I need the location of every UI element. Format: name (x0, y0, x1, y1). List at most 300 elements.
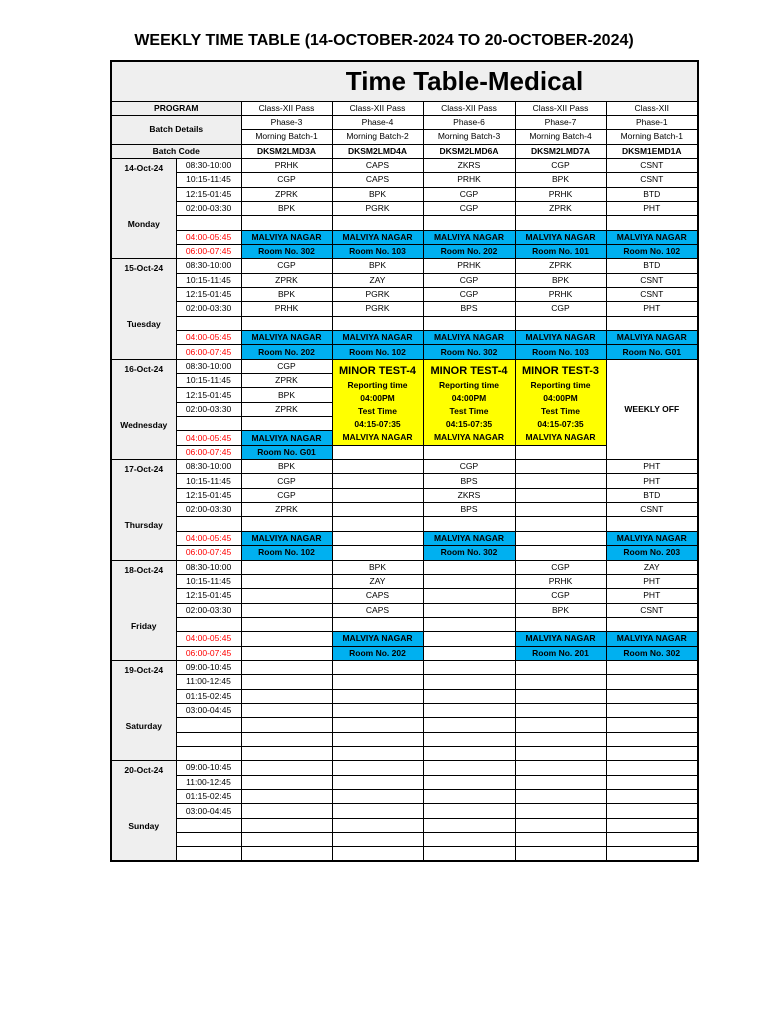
subject-cell: ZKRS (423, 158, 515, 172)
time-slot: 02:00-03:30 (176, 201, 241, 215)
subject-cell (423, 689, 515, 703)
subject-cell (241, 517, 332, 531)
test-reporting: 04:00PM (451, 392, 487, 403)
venue-place: MALVIYA NAGAR (332, 230, 423, 244)
subject-cell: CGP (241, 359, 332, 373)
day-cell (111, 660, 176, 760)
day-weekday: Sunday (128, 821, 160, 832)
subject-cell (423, 574, 515, 588)
time-slot (176, 517, 241, 531)
venue-room: Room No. 302 (606, 646, 698, 660)
venue-room: Room No. 102 (332, 345, 423, 359)
subject-cell (423, 632, 515, 646)
subject-cell (241, 675, 332, 689)
subject-cell (606, 847, 698, 861)
subject-cell (515, 775, 606, 789)
time-slot (176, 833, 241, 847)
test-test-label: Test Time (358, 405, 397, 416)
subject-cell: ZKRS (423, 488, 515, 502)
subject-cell (241, 718, 332, 732)
venue-room: Room No. 202 (241, 345, 332, 359)
venue-place: MALVIYA NAGAR (606, 331, 698, 345)
day-date: 14-Oct-24 (124, 162, 164, 173)
test-place: MALVIYA NAGAR (433, 431, 505, 442)
subject-cell (332, 689, 423, 703)
batch-phase: Phase-6 (423, 115, 515, 129)
batch-program: Class-XII Pass (332, 101, 423, 115)
time-slot: 08:30-10:00 (176, 460, 241, 474)
subject-cell: CAPS (332, 173, 423, 187)
subject-cell (332, 517, 423, 531)
subject-cell (606, 703, 698, 717)
subject-cell (423, 517, 515, 531)
subject-cell: CSNT (606, 503, 698, 517)
subject-cell (515, 316, 606, 330)
subject-cell (332, 503, 423, 517)
test-name: MINOR TEST-3 (521, 364, 599, 377)
subject-cell: PHT (606, 474, 698, 488)
subject-cell: PRHK (515, 287, 606, 301)
subject-cell (332, 718, 423, 732)
subject-cell: CAPS (332, 589, 423, 603)
subject-cell (423, 560, 515, 574)
subject-cell: PGRK (332, 201, 423, 215)
test-name: MINOR TEST-4 (430, 364, 508, 377)
venue-room: Room No. G01 (606, 345, 698, 359)
subject-cell (515, 488, 606, 502)
table-title: Time Table-Medical (111, 61, 698, 101)
subject-cell (515, 804, 606, 818)
subject-cell (241, 746, 332, 760)
venue-room: Room No. 203 (606, 546, 698, 560)
subject-cell: PHT (606, 589, 698, 603)
subject-cell: BPK (515, 173, 606, 187)
batch-name: Morning Batch-1 (241, 130, 332, 144)
time-slot: 01:15-02:45 (176, 689, 241, 703)
subject-cell (515, 660, 606, 674)
subject-cell: BPK (332, 560, 423, 574)
subject-cell: ZPRK (515, 201, 606, 215)
subject-cell (423, 761, 515, 775)
subject-cell (423, 746, 515, 760)
subject-cell: CSNT (606, 603, 698, 617)
subject-cell (515, 833, 606, 847)
subject-cell (515, 617, 606, 631)
subject-cell: PRHK (515, 187, 606, 201)
subject-cell (423, 646, 515, 660)
time-slot: 10:15-11:45 (176, 474, 241, 488)
time-slot: 06:00-07:45 (176, 244, 241, 258)
venue-room: Room No. 102 (606, 244, 698, 258)
subject-cell (332, 531, 423, 545)
weekly-off: WEEKLY OFF (606, 359, 698, 459)
subject-cell (332, 316, 423, 330)
subject-cell: ZPRK (241, 374, 332, 388)
subject-cell: ZAY (606, 560, 698, 574)
subject-cell (241, 703, 332, 717)
time-slot: 03:00-04:45 (176, 804, 241, 818)
time-slot: 08:30-10:00 (176, 158, 241, 172)
venue-room: Room No. G01 (241, 445, 332, 459)
subject-cell: CGP (515, 560, 606, 574)
subject-cell (606, 775, 698, 789)
subject-cell: CSNT (606, 158, 698, 172)
subject-cell (423, 603, 515, 617)
test-reporting-label: Reporting time (439, 379, 499, 390)
test-test: 04:15-07:35 (354, 418, 401, 429)
timetable (110, 60, 699, 862)
subject-cell: PHT (606, 302, 698, 316)
subject-cell (241, 732, 332, 746)
time-slot (176, 732, 241, 746)
subject-cell: PGRK (332, 302, 423, 316)
subject-cell: CGP (515, 302, 606, 316)
subject-cell (515, 445, 606, 459)
batch-name: Morning Batch-2 (332, 130, 423, 144)
venue-place: MALVIYA NAGAR (332, 632, 423, 646)
subject-cell (241, 818, 332, 832)
subject-cell (423, 775, 515, 789)
day-cell (111, 761, 176, 861)
time-slot: 12:15-01:45 (176, 187, 241, 201)
subject-cell: CGP (423, 287, 515, 301)
subject-cell (423, 675, 515, 689)
subject-cell (241, 775, 332, 789)
subject-cell (515, 761, 606, 775)
subject-cell: BPK (241, 388, 332, 402)
subject-cell: CAPS (332, 158, 423, 172)
subject-cell (423, 732, 515, 746)
subject-cell (423, 804, 515, 818)
time-slot (176, 847, 241, 861)
time-slot: 02:00-03:30 (176, 603, 241, 617)
time-slot: 04:00-05:45 (176, 431, 241, 445)
venue-room: Room No. 302 (423, 345, 515, 359)
subject-cell (515, 216, 606, 230)
time-slot: 11:00-12:45 (176, 775, 241, 789)
minor-test-cell (515, 359, 606, 445)
program-label: PROGRAM (111, 101, 241, 115)
day-date: 16-Oct-24 (124, 363, 164, 374)
venue-place: MALVIYA NAGAR (423, 331, 515, 345)
subject-cell: PRHK (423, 259, 515, 273)
subject-cell (332, 818, 423, 832)
subject-cell (241, 316, 332, 330)
document-heading: WEEKLY TIME TABLE (14-OCTOBER-2024 TO 20-OCTOBER-2024) (134, 32, 634, 49)
subject-cell (606, 790, 698, 804)
time-slot: 02:00-03:30 (176, 503, 241, 517)
venue-place: MALVIYA NAGAR (515, 331, 606, 345)
time-slot: 04:00-05:45 (176, 230, 241, 244)
test-place: MALVIYA NAGAR (342, 431, 413, 442)
batch-phase: Phase-4 (332, 115, 423, 129)
batch-code: DKSM2LMD4A (332, 144, 423, 158)
test-place: MALVIYA NAGAR (525, 431, 596, 442)
subject-cell (423, 589, 515, 603)
subject-cell: PRHK (241, 158, 332, 172)
batch-program: Class-XII Pass (515, 101, 606, 115)
time-slot: 10:15-11:45 (176, 273, 241, 287)
time-slot: 02:00-03:30 (176, 302, 241, 316)
subject-cell (606, 746, 698, 760)
subject-cell (606, 660, 698, 674)
subject-cell (241, 632, 332, 646)
subject-cell: ZPRK (241, 187, 332, 201)
test-reporting: 04:00PM (360, 392, 395, 403)
subject-cell: BPS (423, 503, 515, 517)
batch-name: Morning Batch-3 (423, 130, 515, 144)
time-slot: 06:00-07:45 (176, 546, 241, 560)
time-slot: 06:00-07:45 (176, 345, 241, 359)
day-weekday: Thursday (124, 520, 163, 531)
venue-place: MALVIYA NAGAR (606, 632, 698, 646)
subject-cell (423, 216, 515, 230)
batch-program: Class-XII Pass (423, 101, 515, 115)
subject-cell (241, 790, 332, 804)
subject-cell (515, 732, 606, 746)
time-slot: 10:15-11:45 (176, 173, 241, 187)
subject-cell (332, 675, 423, 689)
subject-cell (423, 790, 515, 804)
time-slot: 10:15-11:45 (176, 374, 241, 388)
day-date: 20-Oct-24 (124, 765, 164, 776)
subject-cell (423, 818, 515, 832)
time-slot: 12:15-01:45 (176, 589, 241, 603)
subject-cell: PRHK (423, 173, 515, 187)
subject-cell: CAPS (332, 603, 423, 617)
batch-code: DKSM2LMD3A (241, 144, 332, 158)
subject-cell (241, 804, 332, 818)
time-slot (176, 718, 241, 732)
time-slot: 12:15-01:45 (176, 488, 241, 502)
batch-program: Class-XII (606, 101, 698, 115)
subject-cell (606, 675, 698, 689)
day-weekday: Monday (127, 218, 160, 229)
subject-cell (515, 503, 606, 517)
time-slot: 04:00-05:45 (176, 632, 241, 646)
venue-room: Room No. 103 (332, 244, 423, 258)
venue-place: MALVIYA NAGAR (515, 230, 606, 244)
subject-cell (606, 316, 698, 330)
venue-place: MALVIYA NAGAR (606, 531, 698, 545)
day-weekday: Saturday (125, 720, 162, 731)
subject-cell (423, 445, 515, 459)
test-test: 04:15-07:35 (537, 418, 584, 429)
subject-cell: CGP (423, 273, 515, 287)
subject-cell: BTD (606, 488, 698, 502)
day-date: 17-Oct-24 (124, 464, 164, 475)
venue-room: Room No. 302 (241, 244, 332, 258)
subject-cell (515, 531, 606, 545)
subject-cell (606, 216, 698, 230)
time-slot: 04:00-05:45 (176, 331, 241, 345)
subject-cell: CGP (241, 259, 332, 273)
subject-cell: CGP (423, 201, 515, 215)
subject-cell: CGP (241, 488, 332, 502)
subject-cell: ZPRK (241, 273, 332, 287)
subject-cell (423, 718, 515, 732)
subject-cell (515, 847, 606, 861)
subject-cell: CGP (423, 460, 515, 474)
subject-cell (423, 833, 515, 847)
subject-cell: BPK (241, 460, 332, 474)
minor-test-cell (332, 359, 423, 445)
subject-cell (515, 517, 606, 531)
day-date: 19-Oct-24 (124, 664, 164, 675)
subject-cell: CGP (241, 474, 332, 488)
subject-cell: BPS (423, 302, 515, 316)
batch-code-label: Batch Code (111, 144, 241, 158)
venue-room: Room No. 201 (515, 646, 606, 660)
subject-cell (423, 847, 515, 861)
subject-cell: CGP (241, 173, 332, 187)
time-slot (176, 216, 241, 230)
day-weekday: Tuesday (126, 319, 161, 330)
time-slot: 09:00-10:45 (176, 761, 241, 775)
time-slot (176, 316, 241, 330)
time-slot: 06:00-07:45 (176, 646, 241, 660)
subject-cell (332, 460, 423, 474)
subject-cell (515, 790, 606, 804)
time-slot: 04:00-05:45 (176, 531, 241, 545)
subject-cell (423, 617, 515, 631)
subject-cell (332, 790, 423, 804)
subject-cell (241, 617, 332, 631)
subject-cell (423, 660, 515, 674)
batch-phase: Phase-3 (241, 115, 332, 129)
subject-cell (332, 546, 423, 560)
batch-phase: Phase-1 (606, 115, 698, 129)
subject-cell (332, 746, 423, 760)
subject-cell (606, 718, 698, 732)
day-cell (111, 259, 176, 359)
subject-cell: BPK (515, 603, 606, 617)
batch-name: Morning Batch-1 (606, 130, 698, 144)
venue-room: Room No. 302 (423, 546, 515, 560)
subject-cell (241, 646, 332, 660)
time-slot: 12:15-01:45 (176, 388, 241, 402)
subject-cell: CGP (515, 589, 606, 603)
subject-cell: ZAY (332, 273, 423, 287)
venue-room: Room No. 102 (241, 546, 332, 560)
venue-place: MALVIYA NAGAR (515, 632, 606, 646)
batch-name: Morning Batch-4 (515, 130, 606, 144)
subject-cell (606, 833, 698, 847)
subject-cell (332, 488, 423, 502)
batch-code: DKSM2LMD6A (423, 144, 515, 158)
time-slot (176, 617, 241, 631)
time-slot: 10:15-11:45 (176, 574, 241, 588)
subject-cell (515, 689, 606, 703)
venue-place: MALVIYA NAGAR (241, 230, 332, 244)
subject-cell (332, 761, 423, 775)
subject-cell (515, 460, 606, 474)
subject-cell (515, 746, 606, 760)
venue-place: MALVIYA NAGAR (241, 531, 332, 545)
time-slot: 08:30-10:00 (176, 359, 241, 373)
subject-cell (606, 517, 698, 531)
subject-cell: BPK (241, 287, 332, 301)
subject-cell (241, 833, 332, 847)
subject-cell: PGRK (332, 287, 423, 301)
time-slot (176, 818, 241, 832)
subject-cell: PHT (606, 460, 698, 474)
time-slot: 03:00-04:45 (176, 703, 241, 717)
subject-cell: BPK (332, 187, 423, 201)
subject-cell: PHT (606, 201, 698, 215)
subject-cell (332, 474, 423, 488)
subject-cell (515, 474, 606, 488)
subject-cell (241, 216, 332, 230)
subject-cell (423, 703, 515, 717)
subject-cell (606, 617, 698, 631)
batch-code: DKSM2LMD7A (515, 144, 606, 158)
test-test-label: Test Time (449, 405, 489, 416)
subject-cell: CSNT (606, 287, 698, 301)
subject-cell (606, 804, 698, 818)
test-test: 04:15-07:35 (445, 418, 493, 429)
subject-cell (515, 675, 606, 689)
subject-cell (332, 660, 423, 674)
subject-cell (606, 761, 698, 775)
time-slot (176, 746, 241, 760)
subject-cell (241, 761, 332, 775)
batch-phase: Phase-7 (515, 115, 606, 129)
subject-cell (515, 718, 606, 732)
time-slot: 01:15-02:45 (176, 790, 241, 804)
batch-code: DKSM1EMD1A (606, 144, 698, 158)
subject-cell: ZAY (332, 574, 423, 588)
subject-cell: CGP (515, 158, 606, 172)
time-slot: 06:00-07:45 (176, 445, 241, 459)
subject-cell: ZPRK (241, 503, 332, 517)
subject-cell (332, 703, 423, 717)
day-cell (111, 460, 176, 560)
day-date: 15-Oct-24 (124, 263, 164, 274)
subject-cell: PRHK (241, 302, 332, 316)
subject-cell: BPS (423, 474, 515, 488)
subject-cell (515, 546, 606, 560)
subject-cell (606, 689, 698, 703)
test-test-label: Test Time (541, 405, 580, 416)
venue-place: MALVIYA NAGAR (241, 431, 332, 445)
venue-place: MALVIYA NAGAR (423, 531, 515, 545)
time-slot (176, 417, 241, 431)
subject-cell: BPK (241, 201, 332, 215)
time-slot: 12:15-01:45 (176, 287, 241, 301)
time-slot: 09:00-10:45 (176, 660, 241, 674)
time-slot: 08:30-10:00 (176, 560, 241, 574)
time-slot: 11:00-12:45 (176, 675, 241, 689)
test-reporting: 04:00PM (543, 392, 578, 403)
day-date: 18-Oct-24 (124, 564, 164, 575)
subject-cell: PHT (606, 574, 698, 588)
subject-cell (332, 847, 423, 861)
batch-details-label: Batch Details (111, 115, 241, 144)
subject-cell: CGP (423, 187, 515, 201)
venue-place: MALVIYA NAGAR (606, 230, 698, 244)
subject-cell: BTD (606, 259, 698, 273)
subject-cell: BTD (606, 187, 698, 201)
subject-cell (332, 445, 423, 459)
subject-cell: PRHK (515, 574, 606, 588)
test-reporting-label: Reporting time (530, 379, 591, 390)
venue-room: Room No. 202 (332, 646, 423, 660)
subject-cell (515, 818, 606, 832)
test-name: MINOR TEST-4 (338, 364, 416, 377)
subject-cell (606, 732, 698, 746)
venue-place: MALVIYA NAGAR (332, 331, 423, 345)
